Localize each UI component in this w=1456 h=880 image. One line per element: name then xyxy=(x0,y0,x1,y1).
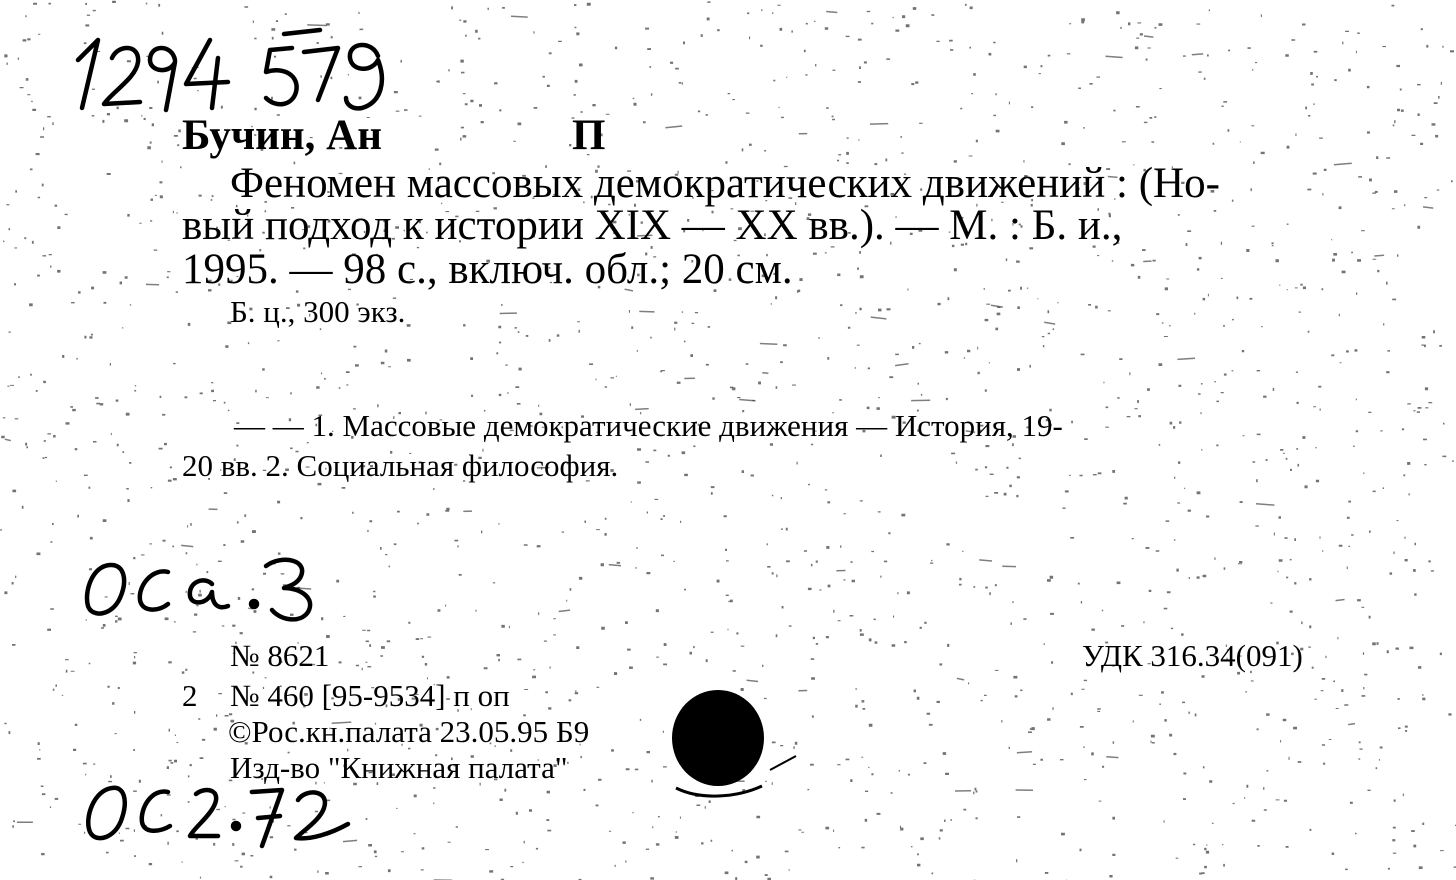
price-and-print-run: Б. ц., 300 экз. xyxy=(230,294,406,329)
author-heading: Бучин, Ан xyxy=(182,112,382,159)
record-number: № 8621 xyxy=(230,638,330,673)
subjects-line-2: 20 вв. 2. Социальная философия. xyxy=(182,448,619,483)
title-line-1: Феномен массовых демократических движений : (Но- xyxy=(230,160,1220,207)
udc-code: УДК 316.34(091) xyxy=(1082,638,1303,673)
subjects-line-1: — — 1. Массовые демократические движения — История, 19- xyxy=(234,408,1063,443)
title-line-2: вый подход к истории XIX — XX вв.). — М. : Б. и., xyxy=(182,202,1123,249)
copyright-line: ©Рос.кн.палата 23.05.95 Б9 xyxy=(228,714,590,749)
copies-count: 2 xyxy=(182,678,198,713)
title-line-3: 1995. — 98 с., включ. обл.; 20 см. xyxy=(182,246,793,293)
publisher-line: Изд-во "Книжная палата" xyxy=(230,750,568,785)
order-line: № 460 [95-9534] п оп xyxy=(230,678,510,713)
author-initial: П xyxy=(572,112,606,159)
